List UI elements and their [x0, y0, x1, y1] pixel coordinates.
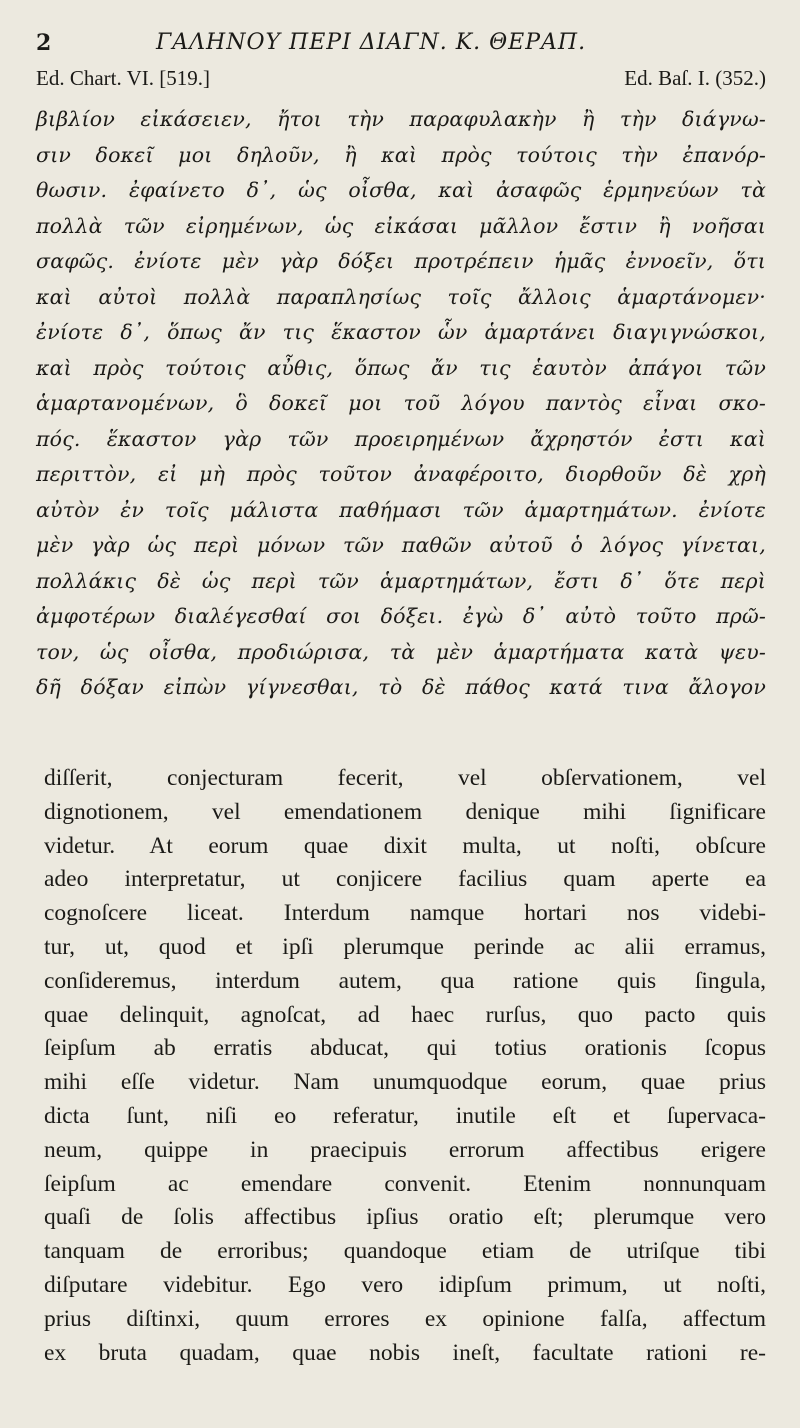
latin-line: tanquam de erroribus; quandoque etiam de utriſque tibi — [44, 1238, 766, 1265]
greek-line: ἀμφοτέρων διαλέγεσθαί σοι δόξει. ἐγὼ δ᾽ αὐτὸ τοῦτο πρῶ- — [36, 604, 766, 628]
edition-chart-reference: Ed. Chart. VI. [519.] — [36, 66, 210, 90]
running-head — [36, 30, 766, 60]
latin-line: ſeipſum ac emendare convenit. Etenim nonnunquam — [44, 1170, 766, 1197]
latin-line: quae delinquit, agnoſcat, ad haec rurſus, quo pacto quis — [44, 1001, 766, 1028]
latin-line: diſſerit, conjecturam fecerit, vel obſervationem, vel — [44, 765, 766, 791]
running-title: ΓΑΛΗΝΟΥ ΠΕΡΙ ΔΙΑΓΝ. Κ. ΘΕΡΑΠ. — [156, 30, 587, 55]
greek-line: ἐνίοτε δ᾽, ὅπως ἄν τις ἕκαστον ὧν ἁμαρτάνει διαγιγνώσκοι, — [36, 320, 766, 344]
latin-line: videtur. At eorum quae dixit multa, ut noſti, obſcure — [44, 832, 766, 859]
greek-line: καὶ αὐτοὶ πολλὰ παραπλησίως τοῖς ἄλλοις ἁμαρτάνομεν· — [36, 284, 766, 309]
greek-line: βιβλίον εἰκάσειεν, ἤτοι τὴν παραφυλακὴν ἢ τὴν διάγνω- — [36, 107, 766, 131]
greek-line: πός. ἕκαστον γὰρ τῶν προειρημένων ἄχρηστόν ἐστι καὶ — [36, 426, 766, 451]
latin-line: dicta ſunt, niſi eo referatur, inutile eſt et ſupervaca- — [44, 1102, 766, 1129]
latin-line: neum, quippe in praecipuis errorum affectibus erigere — [44, 1136, 766, 1163]
latin-line: ſeipſum ab erratis abducat, qui totius orationis ſcopus — [44, 1035, 766, 1062]
greek-line: καὶ πρὸς τούτοις αὖθις, ὅπως ἄν τις ἑαυτὸν ἀπάγοι τῶν — [36, 355, 766, 380]
latin-line: ex bruta quadam, quae nobis ineſt, facultate rationi re- — [44, 1339, 766, 1366]
greek-line: σιν δοκεῖ μοι δηλοῦν, ἢ καὶ πρὸς τούτοις τὴν ἐπανόρ- — [36, 142, 766, 167]
greek-line: περιττὸν, εἰ μὴ πρὸς τοῦτον ἀναφέροιτο, διορθοῦν δὲ χρὴ — [36, 462, 766, 486]
latin-line: quaſi de ſolis affectibus ipſius oratio eſt; plerumque vero — [44, 1204, 766, 1231]
greek-line: αὐτὸν ἐν τοῖς μάλιστα παθήμασι τῶν ἁμαρτημάτων. ἐνίοτε — [36, 497, 766, 522]
greek-line: πολλὰ τῶν εἰρημένων, ὡς εἰκάσαι μᾶλλον ἔστιν ἢ νοῆσαι — [36, 213, 766, 238]
greek-line: σαφῶς. ἐνίοτε μὲν γὰρ δόξει προτρέπειν ἡμᾶς ἐννοεῖν, ὅτι — [36, 249, 766, 273]
latin-line: mihi eſſe videtur. Nam unumquodque eorum, quae prius — [44, 1069, 766, 1096]
greek-line: τον, ὡς οἶσθα, προδιώρισα, τὰ μὲν ἁμαρτήματα κατὰ ψευ- — [36, 639, 766, 664]
greek-line: θωσιν. ἐφαίνετο δ᾽, ὡς οἶσθα, καὶ ἀσαφῶς ἑρμηνεύων τὰ — [36, 178, 766, 202]
latin-text-block — [44, 762, 766, 1370]
page-number: 2 — [36, 30, 52, 56]
latin-line: prius diſtinxi, quum errores ex opinione falſa, affectum — [44, 1305, 766, 1332]
latin-line: adeo interpretatur, ut conjicere facilius quam aperte ea — [44, 866, 766, 893]
edition-reference — [36, 66, 766, 96]
greek-line: πολλάκις δὲ ὡς περὶ τῶν ἁμαρτημάτων, ἔστι δ᾽ ὅτε περὶ — [36, 568, 766, 593]
latin-line: cognoſcere liceat. Interdum namque hortari nos videbi- — [44, 900, 766, 927]
edition-basel-reference: Ed. Baſ. I. (352.) — [624, 66, 766, 90]
greek-line: δῆ δόξαν εἰπὼν γίγνεσθαι, τὸ δὲ πάθος κατά τινα ἄλογον — [36, 675, 766, 699]
latin-line: tur, ut, quod et ipſi plerumque perinde ac alii erramus, — [44, 933, 766, 960]
latin-line: dignotionem, vel emendationem denique mihi ſignificare — [44, 798, 766, 825]
latin-line: conſideremus, interdum autem, qua ratione quis ſingula, — [44, 967, 766, 994]
greek-text-block — [36, 102, 766, 706]
latin-line: diſputare videbitur. Ego vero idipſum primum, ut noſti, — [44, 1271, 766, 1298]
greek-line: μὲν γὰρ ὡς περὶ μόνων τῶν παθῶν αὐτοῦ ὁ λόγος γίνεται, — [36, 533, 766, 557]
greek-line: ἁμαρτανομένων, ὃ δοκεῖ μοι τοῦ λόγου παντὸς εἶναι σκο- — [36, 391, 766, 415]
